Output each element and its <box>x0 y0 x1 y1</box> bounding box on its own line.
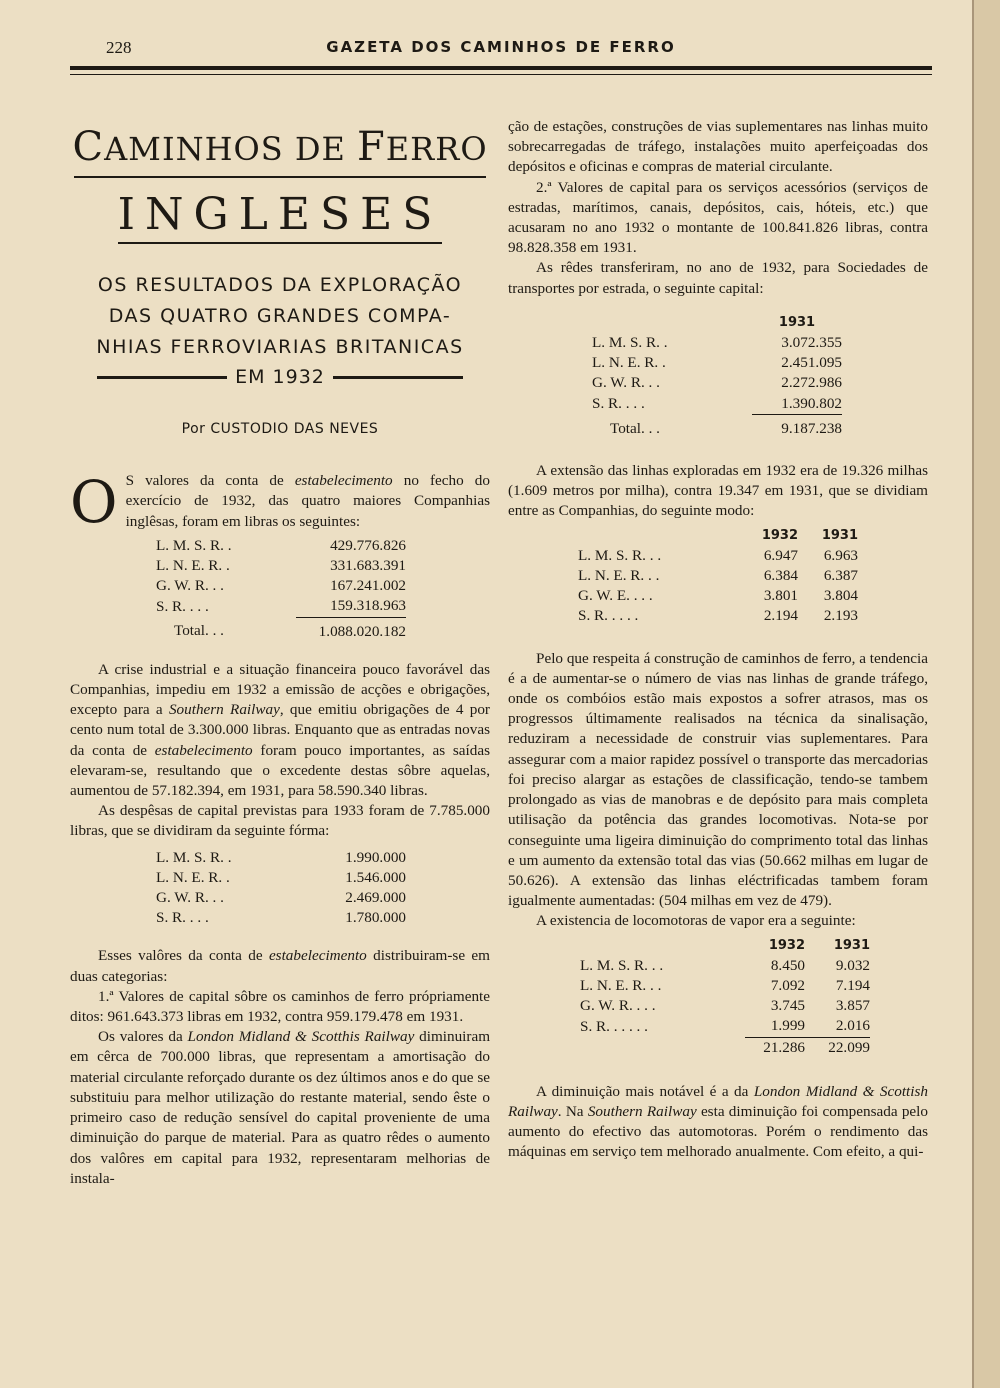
paragraph: Os valores da London Midland & Scotthis Railway diminuiram em cêrca de 700.000 libras, que representam a amortisação do material circulante reforçado durante os dez últimos anos e do que se substituiu para melhor utilização do restante material, sendo êste o primeiro caso de redução sensível do capital proveniente de uma diminuição do parque de material. Para as quatro rêdes o aumento dos valôres em capital para 1932, representaram melhorias de instala- <box>70 1028 491 1187</box>
table-row: S. R. . . . . . 1.999 2.016 <box>580 1017 870 1035</box>
table-header-row <box>592 313 842 333</box>
table-total-row: Total. . . 9.187.238 <box>592 414 842 439</box>
left-column <box>70 110 490 1189</box>
page-header <box>70 38 932 78</box>
table-row: L. M. S. R. . 429.776.826 <box>156 536 406 554</box>
paragraph: As despêsas de capital previstas para 1933 foram de 7.785.000 libras, que se dividiram da seguinte fórma: <box>70 802 490 840</box>
table-row: L. N. E. R. . . 6.384 6.387 <box>578 567 858 585</box>
paragraph: A diminuição mais notável é a da London Midland & Scottish Railway. Na Southern Railway esta diminuição foi compensada pelo aumento do efectivo das automotoras. Porém o rendimento das máquinas em serviço tem melhorado anualmente. Com efeito, a qui- <box>508 1082 928 1161</box>
table-row: G. W. R. . . 2.469.000 <box>156 889 406 907</box>
table-total-row: 21.286 22.099 <box>580 1037 870 1058</box>
table-row: L. M. S. R. . 3.072.355 <box>592 334 842 352</box>
table-row: G. W. R. . . . 3.745 3.857 <box>580 997 870 1015</box>
article-subtitle <box>70 270 490 363</box>
page-edge <box>972 0 1000 1388</box>
table-row: S. R. . . . 1.780.000 <box>156 909 406 927</box>
capital-table-1932 <box>156 536 406 642</box>
decorative-rule <box>97 376 227 379</box>
decorative-rule <box>333 376 463 379</box>
table-row: L. N. E. R. . . 7.092 7.194 <box>580 976 870 994</box>
table-row: G. W. E. . . . 3.801 3.804 <box>578 587 858 605</box>
paragraph: Esses valôres da conta de estabelecimento distribuiram-se em duas categorias: <box>70 947 490 985</box>
running-head: GAZETA DOS CAMINHOS DE FERRO <box>326 38 676 56</box>
table-header-row: 1932 1931 <box>768 937 870 953</box>
table-total-row: Total. . . 1.088.020.182 <box>156 617 406 642</box>
table-row: G. W. R. . . 167.241.002 <box>156 577 406 595</box>
paragraph: As rêdes transferiram, no ano de 1932, para Sociedades de transportes por estrada, o seguinte capital: <box>508 259 928 297</box>
paragraph: 2.ª Valores de capital para os serviços acessórios (serviços de estradas, marítimos, canais, depósitos, cais, hóteis, etc.) que acusaram no ano 1932 o montante de 100.841.826 libras, contra 98.828.358 em 1931. <box>508 178 928 257</box>
paragraph: O S valores da conta de estabelecimento no fecho do exercício de 1932, das quatro maiores Companhias inglêsas, foram em libras os seguintes: <box>70 468 490 537</box>
subtitle-last-line: EM 1932 <box>70 363 490 391</box>
article-title-line2: INGLESES <box>70 190 490 240</box>
header-rule-thick <box>70 66 932 70</box>
steam-locomotives-table <box>580 936 870 1058</box>
line-length-table <box>578 526 858 627</box>
article-title-line1: CAMINHOS DE FERRO <box>72 124 488 170</box>
table-row: S. R. . . . 159.318.963 <box>156 597 406 615</box>
header-rule-thin <box>70 74 932 75</box>
subtitle-line: OS RESULTADOS DA EXPLORAÇÃO <box>97 274 463 296</box>
table-row: L. M. S. R. . . 6.947 6.963 <box>578 546 858 564</box>
table-row: L. M. S. R. . 1.990.000 <box>156 848 406 866</box>
table-row: L. N. E. R. . 2.451.095 <box>592 354 842 372</box>
page-number: 228 <box>106 38 132 57</box>
table-row: G. W. R. . . 2.272.986 <box>592 374 842 392</box>
table-row: L. N. E. R. . 1.546.000 <box>156 868 406 886</box>
subtitle-line: NHIAS FERROVIARIAS BRITANICAS <box>96 336 464 358</box>
paragraph: 1.ª Valores de capital sôbre os caminhos de ferro própriamente ditos: 961.643.373 libras em 1932, contra 959.179.478 em 1931. <box>70 987 490 1026</box>
subtitle-line: DAS QUATRO GRANDES COMPA- <box>108 305 452 327</box>
paragraph: ção de estações, construções de vias suplementares nas linhas muito sobrecarregadas de tráfego, instalações muito aperfeiçoadas dos depósitos e oficinas e compras de material circulante. <box>508 118 928 176</box>
paragraph: A extensão das linhas exploradas em 1932 era de 19.326 milhas (1.609 metros por milha), contra 19.347 em 1931, que se dividiam entre as Companhias, do seguinte modo: <box>508 462 928 520</box>
paragraph: Pelo que respeita á construção de caminhos de ferro, a tendencia é a de aumentar-se o número de vias nas linhas de grande tráfego, onde os combóios estão mais expostos a sofrer atrasos, mas os progressos últimamente realisados na técnica da sinalisação, reduziram a necessidade de construir vias suplementares. Para assegurar com a maior rapidez possível o transporte das mercadorias foi preciso alargar as estações de classificação, tendo-se tambem prolongado as vias de manobras e de depósito para mais completa utilisação da potência das grandes locomotivas. Nota-se por conseguinte uma ligeira diminuição do comprimento total das linhas e um aumento da extensão total das vias (50.662 milhas em lugar de 50.626). A extensão das linhas eléctrificadas tambem foram igualmente aumentadas: (504 milhas em vez de 479). <box>508 649 928 910</box>
right-column <box>508 117 928 1163</box>
table-row: L. M. S. R. . . 8.450 9.032 <box>580 956 870 974</box>
table-row: S. R. . . . 1.390.802 <box>592 394 842 412</box>
road-transport-capital-table <box>592 313 842 439</box>
title-rule <box>74 176 486 178</box>
capital-expenses-1933-table <box>156 848 406 929</box>
year-header: 1931 <box>778 314 816 330</box>
table-row: L. N. E. R. . 331.683.391 <box>156 557 406 575</box>
paragraph: A crise industrial e a situação financeira pouco favorável das Companhias, impediu em 1932 a emissão de acções e obrigações, excepto para a Southern Railway, que emitiu obrigações de 4 por cento num total de 3.300.000 libras. Enquanto que as entradas novas da conta de estabelecimento foram pouco importantes, as saídas elevaram-se, resultando que o excedente destas sôbre aquelas, aumentou de 57.182.394, em 1931, para 58.590.340 libras. <box>70 660 490 800</box>
table-row: S. R. . . . . 2.194 2.193 <box>578 607 858 625</box>
table-header-row: 1932 1931 <box>761 527 858 543</box>
drop-cap: O <box>70 468 118 537</box>
paragraph: A existencia de locomotoras de vapor era a seguinte: <box>536 912 856 930</box>
author-byline: Por CUSTODIO DAS NEVES <box>181 421 379 437</box>
